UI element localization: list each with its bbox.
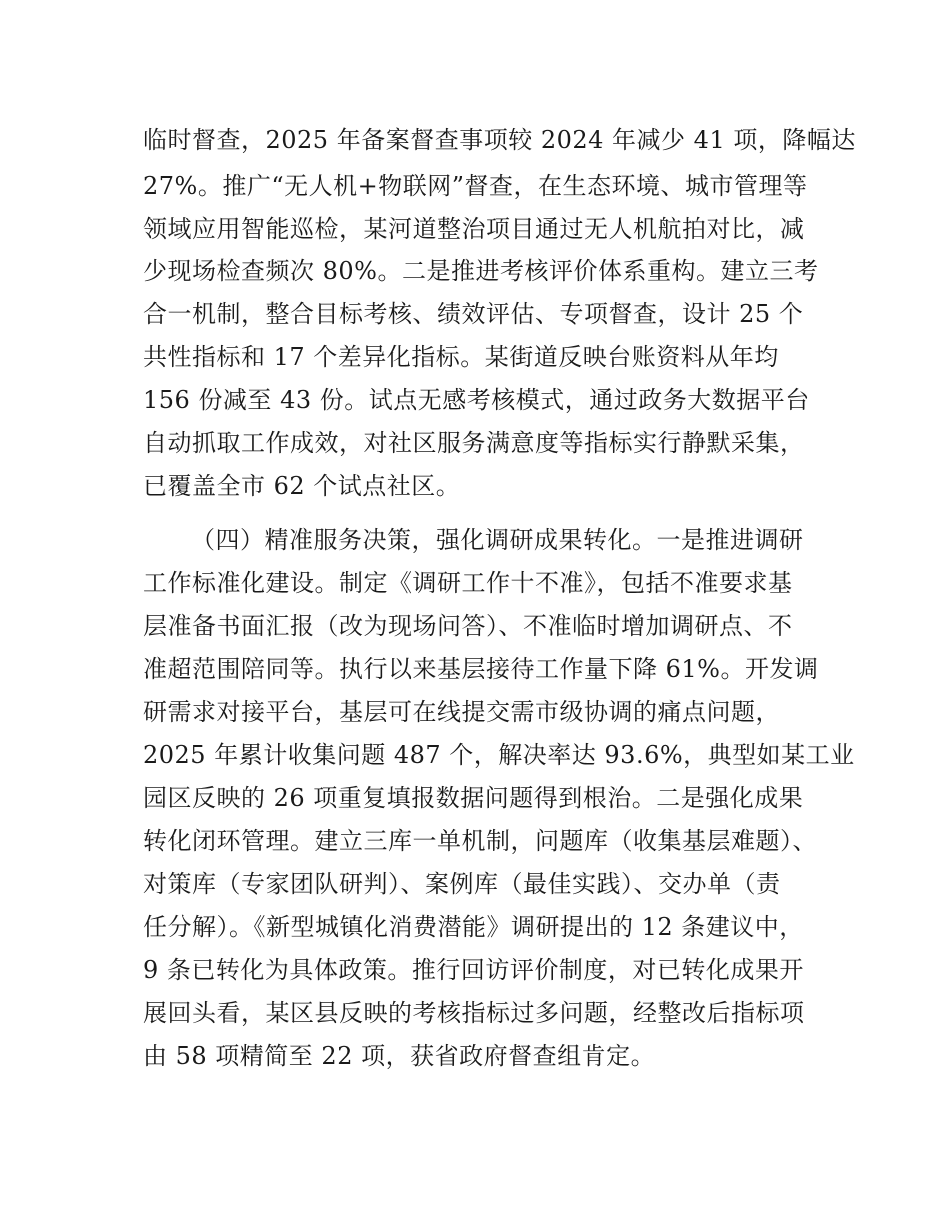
paragraph-2-line: （四）精准服务决策，强化调研成果转化。一是推进调研 <box>191 526 804 554</box>
paragraph-2-line: 园区反映的 26 项重复填报数据问题得到根治。二是强化成果 <box>143 784 804 812</box>
paragraph-1-line: 27%。推广“无人机+物联网”督查，在生态环境、城市管理等 <box>143 172 808 200</box>
paragraph-1-line: 已覆盖全市 62 个试点社区。 <box>143 472 461 500</box>
paragraph-2-line: 转化闭环管理。建立三库一单机制，问题库（收集基层难题）、 <box>143 827 817 855</box>
paragraph-1-line: 自动抓取工作成效，对社区服务满意度等指标实行静默采集， <box>143 429 805 457</box>
paragraph-1-line: 少现场检查频次 80%。二是推进考核评价体系重构。建立三考 <box>143 257 819 285</box>
paragraph-2-line: 对策库（专家团队研判）、案例库（最佳实践）、交办单（责 <box>143 870 781 898</box>
paragraph-2-line: 2025 年累计收集问题 487 个，解决率达 93.6%，典型如某工业 <box>143 741 855 769</box>
paragraph-2-line: 层准备书面汇报（改为现场问答）、不准临时增加调研点、不 <box>143 612 793 640</box>
paragraph-1-line: 共性指标和 17 个差异化指标。某街道反映台账资料从年均 <box>143 343 779 371</box>
paragraph-2-line: 任分解）。《新型城镇化消费潜能》调研提出的 12 条建议中， <box>143 913 804 941</box>
paragraph-1-line: 领域应用智能巡检，某河道整治项目通过无人机航拍对比，减 <box>143 215 805 243</box>
paragraph-2-line: 准超范围陪同等。执行以来基层接待工作量下降 61%。开发调 <box>143 655 819 683</box>
paragraph-2-line: 工作标准化建设。制定《调研工作十不准》，包括不准要求基 <box>143 569 793 597</box>
paragraph-2-line: 展回头看，某区县反映的考核指标过多问题，经整改后指标项 <box>143 999 805 1027</box>
paragraph-1-line: 156 份减至 43 份。试点无感考核模式，通过政务大数据平台 <box>143 386 810 414</box>
paragraph-2-line: 由 58 项精简至 22 项，获省政府督查组肯定。 <box>143 1042 656 1070</box>
paragraph-2-line: 研需求对接平台，基层可在线提交需市级协调的痛点问题， <box>143 698 780 726</box>
paragraph-1-line: 合一机制，整合目标考核、绩效评估、专项督查，设计 25 个 <box>143 300 804 328</box>
paragraph-1-line: 临时督查，2025 年备案督查事项较 2024 年减少 41 项，降幅达 <box>143 126 856 154</box>
paragraph-2-line: 9 条已转化为具体政策。推行回访评价制度，对已转化成果开 <box>143 956 804 984</box>
